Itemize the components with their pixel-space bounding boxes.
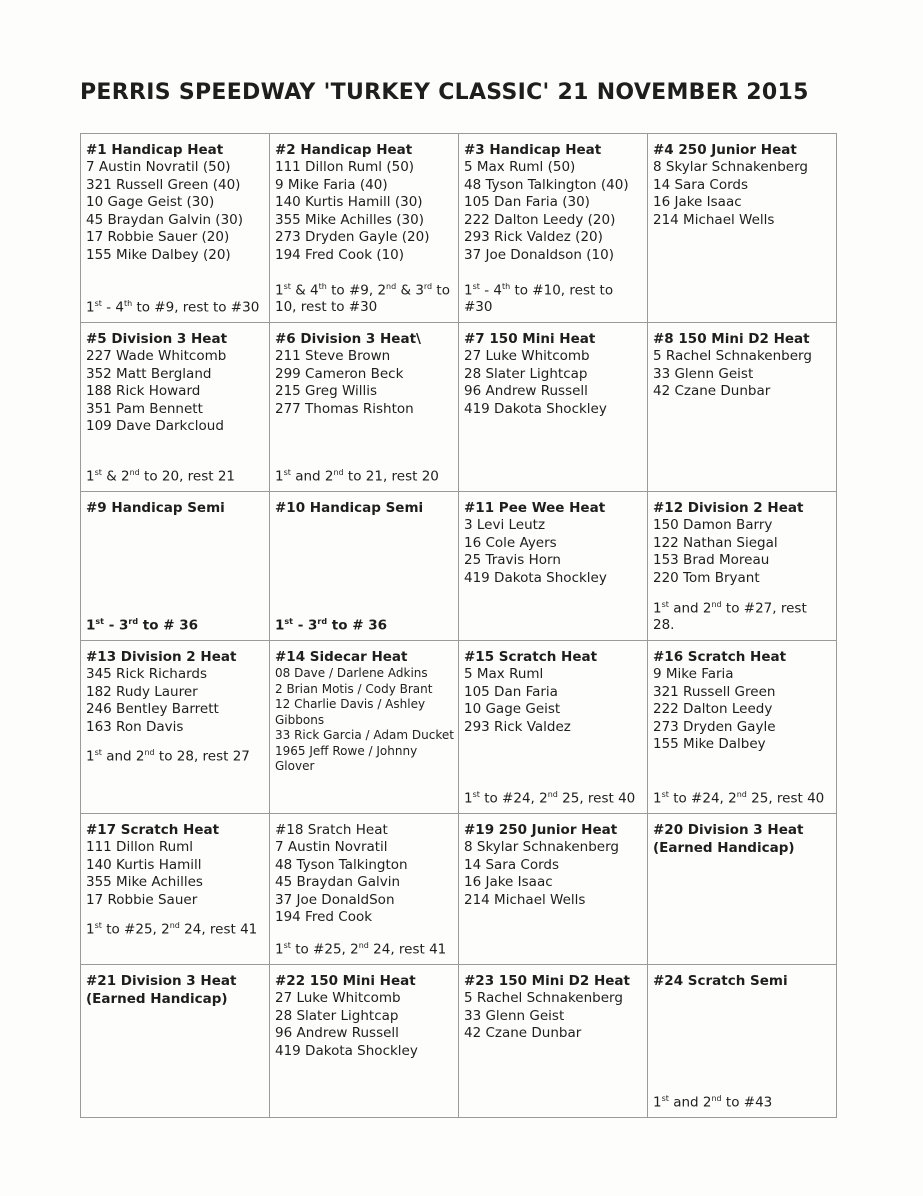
race-entry: 111 Dillon Ruml [86, 839, 194, 855]
race-heading: #18 Sratch Heat [275, 822, 388, 838]
race-cell [81, 323, 270, 492]
race-entry: 33 Rick Garcia / Adam Ducket [275, 728, 454, 742]
race-entry: 105 Dan Faria [464, 683, 558, 700]
race-entry: 10 Gage Geist (30) [86, 194, 215, 210]
race-entry: 109 Dave Darkcloud [86, 418, 224, 434]
race-heading: #5 Division 3 Heat [86, 331, 228, 347]
race-cell [81, 814, 270, 965]
race-cell [648, 965, 837, 1118]
schedule-row [81, 965, 837, 1118]
advancement-note: 1st and 2nd to #27, rest 28. [653, 599, 807, 633]
race-heading: #20 Division 3 Heat (Earned Handicap) [653, 822, 804, 856]
race-heading: #24 Scratch Semi [653, 973, 788, 989]
race-heading: #15 Scratch Heat [464, 649, 598, 665]
race-entry: 5 Max Ruml [464, 666, 544, 682]
race-entry: 321 Russell Green (40) [86, 176, 241, 193]
race-entry: 17 Robbie Sauer (20) [86, 229, 230, 245]
race-entry: 321 Russell Green [653, 683, 776, 700]
race-entry: 211 Steve Brown [275, 348, 391, 364]
race-cell [81, 134, 270, 323]
race-cell [648, 641, 837, 814]
schedule-row [81, 134, 837, 323]
race-entry: 273 Dryden Gayle (20) [275, 229, 430, 245]
race-entry: 299 Cameron Beck [275, 365, 404, 382]
race-entry: 5 Rachel Schnakenberg [653, 348, 812, 364]
race-heading: #11 Pee Wee Heat [464, 500, 606, 516]
race-entry: 227 Wade Whitcomb [86, 348, 227, 364]
race-entry: 96 Andrew Russell [275, 1025, 399, 1041]
advancement-note: 1st to #24, 2nd 25, rest 40 [653, 789, 825, 806]
race-cell [459, 492, 648, 641]
race-heading: #1 Handicap Heat [86, 142, 224, 158]
race-cell [648, 492, 837, 641]
advancement-note: 1st to #24, 2nd 25, rest 40 [464, 789, 636, 806]
race-heading: #19 250 Junior Heat [464, 822, 618, 838]
race-entry: 214 Michael Wells [464, 891, 586, 908]
race-entry: 3 Levi Leutz [464, 517, 546, 533]
race-entry: 277 Thomas Rishton [275, 400, 414, 417]
race-cell [81, 492, 270, 641]
race-entry: 7 Austin Novratil (50) [86, 159, 231, 175]
race-cell [270, 814, 459, 965]
race-entry: 8 Skylar Schnakenberg [464, 839, 619, 855]
race-entry: 5 Max Ruml (50) [464, 159, 576, 175]
race-cell [648, 134, 837, 323]
race-entry: 5 Rachel Schnakenberg [464, 990, 623, 1006]
race-entry: 7 Austin Novratil [275, 839, 388, 855]
race-entry: 10 Gage Geist [464, 701, 561, 717]
race-heading: #17 Scratch Heat [86, 822, 220, 838]
race-entry: 293 Rick Valdez [464, 718, 571, 735]
race-entry: 273 Dryden Gayle [653, 718, 776, 735]
race-entry: 1965 Jeff Rowe / Johnny Glover [275, 743, 418, 773]
race-entry: 293 Rick Valdez (20) [464, 229, 603, 245]
advancement-note: 1st - 3rd to # 36 [275, 616, 388, 633]
race-cell [270, 965, 459, 1118]
race-cell [270, 323, 459, 492]
advancement-note: 1st - 4th to #9, rest to #30 [86, 298, 260, 315]
race-entry: 16 Jake Isaac [464, 874, 553, 890]
race-entry: 27 Luke Whitcomb [275, 990, 401, 1006]
schedule-row [81, 641, 837, 814]
schedule-row [81, 323, 837, 492]
race-entry: 17 Robbie Sauer [86, 891, 198, 908]
race-heading: #16 Scratch Heat [653, 649, 787, 665]
race-entry: 2 Brian Motis / Cody Brant [275, 681, 433, 696]
advancement-note: 1st and 2nd to 28, rest 27 [86, 748, 250, 765]
race-entry: 42 Czane Dunbar [464, 1025, 582, 1041]
schedule-row [81, 814, 837, 965]
race-entry: 48 Tyson Talkington [275, 856, 408, 873]
race-cell [81, 641, 270, 814]
race-entry: 8 Skylar Schnakenberg [653, 159, 808, 175]
race-entry: 37 Joe DonaldSon [275, 891, 395, 908]
race-entry: 37 Joe Donaldson (10) [464, 246, 614, 263]
race-heading: #21 Division 3 Heat (Earned Handicap) [86, 973, 237, 1007]
race-cell [459, 323, 648, 492]
race-entry: 140 Kurtis Hamill [86, 856, 202, 873]
race-heading: #13 Division 2 Heat [86, 649, 237, 665]
race-entry: 351 Pam Bennett [86, 400, 203, 417]
race-cell [459, 965, 648, 1118]
race-entry: 182 Rudy Laurer [86, 683, 198, 700]
race-entry: 14 Sara Cords [464, 856, 560, 873]
advancement-note: 1st and 2nd to #43 [653, 1093, 773, 1110]
race-entry: 222 Dalton Leedy (20) [464, 211, 616, 228]
race-heading: #12 Division 2 Heat [653, 500, 804, 516]
advancement-note: 1st & 2nd to 20, rest 21 [86, 467, 236, 484]
race-entry: 111 Dillon Ruml (50) [275, 159, 415, 175]
race-entry: 140 Kurtis Hamill (30) [275, 194, 423, 210]
race-entry: 28 Slater Lightcap [464, 365, 588, 382]
race-heading: #4 250 Junior Heat [653, 142, 797, 158]
race-entry: 419 Dakota Shockley [464, 569, 607, 586]
race-entry: 355 Mike Achilles (30) [275, 211, 424, 228]
page-title: PERRIS SPEEDWAY 'TURKEY CLASSIC' 21 NOVEMBER 2015 [80, 80, 809, 105]
race-entry: 105 Dan Faria (30) [464, 194, 590, 210]
race-cell [270, 492, 459, 641]
race-heading: #9 Handicap Semi [86, 500, 225, 516]
race-entry: 222 Dalton Leedy [653, 701, 773, 717]
advancement-note: 1st to #25, 2nd 24, rest 41 [275, 940, 447, 957]
race-cell [459, 641, 648, 814]
race-entry: 194 Fred Cook [275, 909, 373, 925]
race-entry: 155 Mike Dalbey [653, 736, 766, 752]
advancement-note: 1st - 3rd to # 36 [86, 616, 199, 633]
race-entry: 214 Michael Wells [653, 211, 775, 228]
race-entry: 45 Braydan Galvin [275, 874, 401, 890]
race-heading: #22 150 Mini Heat [275, 973, 416, 989]
race-entry: 48 Tyson Talkington (40) [464, 176, 629, 193]
race-cell [270, 134, 459, 323]
race-entry: 188 Rick Howard [86, 383, 201, 399]
race-entry: 419 Dakota Shockley [275, 1042, 418, 1059]
advancement-note: 1st to #25, 2nd 24, rest 41 [86, 921, 258, 938]
race-entry: 246 Bentley Barrett [86, 701, 219, 717]
race-schedule-table [80, 133, 837, 1118]
race-cell [648, 323, 837, 492]
race-heading: #23 150 Mini D2 Heat [464, 973, 630, 989]
race-entry: 12 Charlie Davis / Ashley Gibbons [275, 697, 426, 727]
race-entry: 96 Andrew Russell [464, 383, 588, 399]
race-cell [459, 134, 648, 323]
race-entry: 122 Nathan Siegal [653, 534, 778, 551]
race-heading: #8 150 Mini D2 Heat [653, 331, 810, 347]
race-entry: 42 Czane Dunbar [653, 383, 771, 399]
advancement-note: 1st and 2nd to 21, rest 20 [275, 467, 439, 484]
race-entry: 215 Greg Willis [275, 383, 378, 399]
race-entry: 155 Mike Dalbey (20) [86, 246, 231, 263]
race-cell [648, 814, 837, 965]
race-entry: 9 Mike Faria [653, 666, 734, 682]
race-entry: 220 Tom Bryant [653, 569, 760, 586]
race-cell [81, 965, 270, 1118]
race-entry: 33 Glenn Geist [464, 1007, 565, 1024]
race-entry: 194 Fred Cook (10) [275, 246, 405, 263]
race-entry: 163 Ron Davis [86, 718, 184, 735]
race-entry: 33 Glenn Geist [653, 365, 754, 382]
race-heading: #7 150 Mini Heat [464, 331, 596, 347]
race-entry: 9 Mike Faria (40) [275, 176, 388, 193]
race-heading: #14 Sidecar Heat [275, 649, 408, 665]
race-entry: 150 Damon Barry [653, 517, 773, 533]
race-entry: 352 Matt Bergland [86, 365, 212, 382]
race-entry: 419 Dakota Shockley [464, 400, 607, 417]
race-entry: 27 Luke Whitcomb [464, 348, 590, 364]
race-entry: 153 Brad Moreau [653, 552, 770, 568]
race-cell [459, 814, 648, 965]
advancement-note: 1st - 4th to #10, rest to #30 [464, 281, 614, 315]
race-entry: 08 Dave / Darlene Adkins [275, 666, 428, 680]
race-entry: 28 Slater Lightcap [275, 1007, 399, 1024]
race-entry: 45 Braydan Galvin (30) [86, 211, 244, 228]
race-heading: #2 Handicap Heat [275, 142, 413, 158]
race-entry: 345 Rick Richards [86, 666, 208, 682]
race-entry: 16 Jake Isaac [653, 194, 742, 210]
race-heading: #6 Division 3 Heat\ [275, 331, 421, 347]
race-heading: #3 Handicap Heat [464, 142, 602, 158]
race-heading: #10 Handicap Semi [275, 500, 424, 516]
race-entry: 355 Mike Achilles [86, 874, 203, 890]
race-cell [270, 641, 459, 814]
race-entry: 25 Travis Horn [464, 552, 561, 568]
advancement-note: 1st & 4th to #9, 2nd & 3rd to 10, rest to #30 [275, 281, 450, 315]
race-entry: 14 Sara Cords [653, 176, 749, 193]
race-entry: 16 Cole Ayers [464, 534, 557, 551]
schedule-row [81, 492, 837, 641]
